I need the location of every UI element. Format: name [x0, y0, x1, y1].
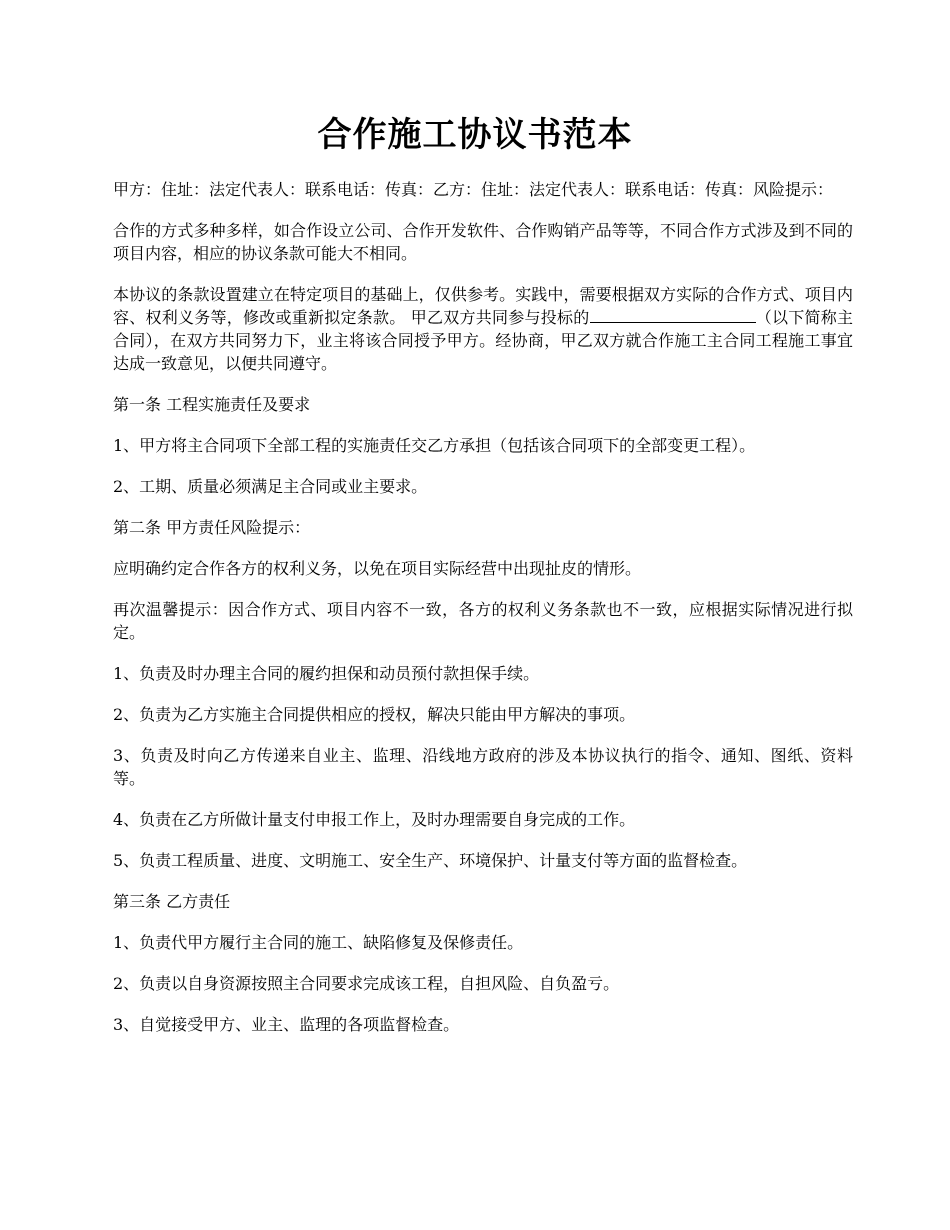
fill-blank-line: [590, 308, 636, 323]
article-2-item-5: 5、负责工程质量、进度、文明施工、安全生产、环境保护、计量支付等方面的监督检查。: [113, 851, 748, 870]
article-2-heading: 第二条 甲方责任风险提示：: [113, 518, 311, 537]
article-3-item-3: 3、自觉接受甲方、业主、监理的各项监督检查。: [113, 1015, 460, 1034]
preamble-text-before: 本协议的条款设置建立在特定项目的基础上，仅供参考。实践中，需要根据双方实际的合作方式、项目内容、权利义务等，修改或重新拟定条款。 甲乙双方共同参与投标的: [113, 285, 853, 327]
article-3-item-1: 1、负责代甲方履行主合同的施工、缺陷修复及保修责任。: [113, 933, 524, 952]
risk-note-paragraph: 合作的方式多种多样，如合作设立公司、合作开发软件、合作购销产品等等，不同合作方式涉及到不同的项目内容，相应的协议条款可能大不相同。: [113, 221, 853, 263]
article-3-item-2: 2、负责以自身资源按照主合同要求完成该工程，自担风险、自负盈亏。: [113, 974, 620, 993]
article-2-item-4: 4、负责在乙方所做计量支付申报工作上，及时办理需要自身完成的工作。: [113, 810, 636, 829]
parties-paragraph: 甲方：住址：法定代表人：联系电话：传真：乙方：住址：法定代表人：联系电话：传真：风险提示：: [113, 180, 834, 199]
article-2-note: 应明确约定合作各方的权利义务，以免在项目实际经营中出现扯皮的情形。: [113, 559, 642, 578]
fill-blank-line: [636, 308, 756, 323]
article-1-heading: 第一条 工程实施责任及要求: [113, 395, 311, 414]
article-1-item-1: 1、甲方将主合同项下全部工程的实施责任交乙方承担（包括该合同项下的全部变更工程）。: [113, 436, 756, 455]
article-2-item-1: 1、负责及时办理主合同的履约担保和动员预付款担保手续。: [113, 664, 540, 683]
document-body: [113, 178, 853, 1054]
article-2-item-2: 2、负责为乙方实施主合同提供相应的授权，解决只能由甲方解决的事项。: [113, 705, 636, 724]
preamble-paragraph: [113, 283, 853, 375]
article-2-item-3: 3、负责及时向乙方传递来自业主、监理、沿线地方政府的涉及本协议执行的指令、通知、图纸、资料等。: [113, 746, 853, 788]
document-title: 合作施工协议书范本: [317, 115, 633, 155]
preamble-text-after: （以下简称主合同），在双方共同努力下，业主将该合同授予甲方。经协商，甲乙双方就合作施工主合同工程施工事宜达成一致意见，以便共同遵守。: [113, 308, 853, 373]
article-2-reminder: 再次温馨提示：因合作方式、项目内容不一致，各方的权利义务条款也不一致，应根据实际情况进行拟定。: [113, 600, 853, 642]
article-1-item-2: 2、工期、质量必须满足主合同或业主要求。: [113, 477, 428, 496]
article-3-heading: 第三条 乙方责任: [113, 892, 231, 911]
